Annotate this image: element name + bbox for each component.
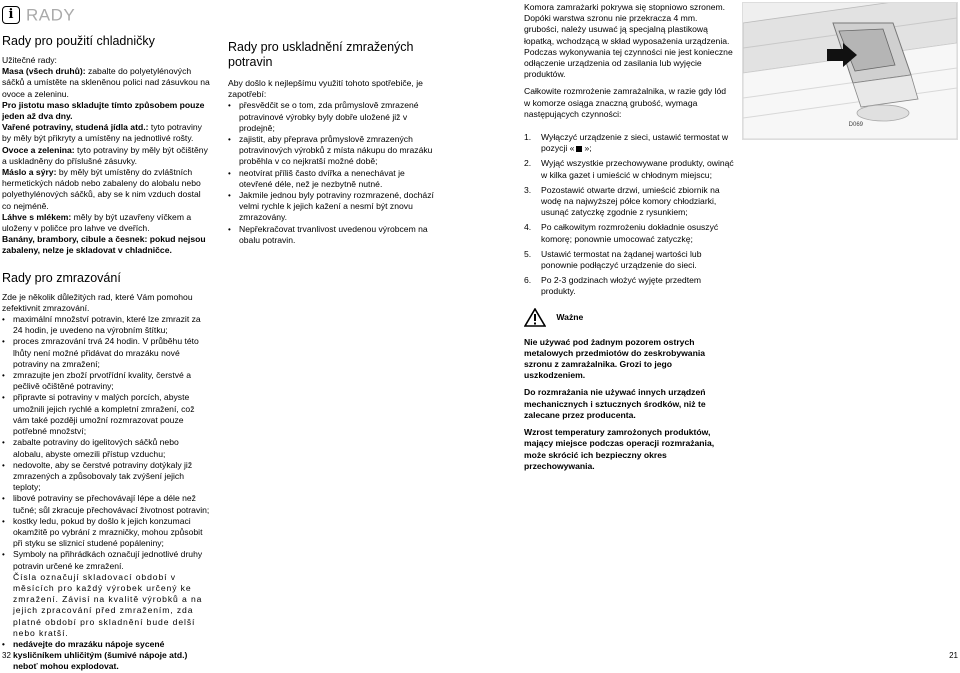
warning-triangle-icon — [524, 308, 546, 327]
page-header — [2, 6, 210, 24]
page-title: RADY — [26, 5, 76, 25]
list-item: 5. Ustawić termostat na żądanej wartości lub ponownie podłączyć urządzenie do sieci. — [524, 248, 702, 271]
thermostat-off-symbol-icon — [576, 146, 582, 152]
tip-paragraph: Vařené potraviny, studená jídla atd.: tyto potraviny by měly být přikryty a umístěny na jednotlivé rošty. — [2, 122, 202, 144]
warning-paragraph: Do rozmrażania nie używać innych urządzeń mechanicznych i sztucznych środków, niż te zalecane przez producenta. — [524, 387, 706, 420]
list-item: 2. Wyjąć wszystkie przechowywane produkty, owinąć w kilka gazet i umieścić w chłodnym miejscu; — [524, 158, 734, 180]
tip-paragraph: Láhve s mlékem: měly by být uzavřeny víčkem a uloženy v poličce pro lahve ve dveřích. — [2, 211, 192, 234]
defrost-steps — [524, 132, 734, 298]
list-item: 4. Po całkowitym rozmrożeniu dokładnie osuszyć komorę; ponownie umocować zatyczkę; — [524, 222, 719, 244]
tip-paragraph: Máslo a sýry: by měly být umístěny do zvláštních hermetických nádob nebo zabaleny do alobalu nebo polyethylénových sáčků, aby se k nim vzduch dostal co nejméně. — [2, 167, 201, 211]
column-left — [2, 6, 210, 673]
defrost-plug-illustration — [742, 2, 958, 140]
freezing-tips-heading: Rady pro zmrazování — [2, 270, 121, 285]
list-item: 1. Wyłączyć urządzenie z sieci, ustawić termostat w pozycji « »; — [524, 132, 729, 154]
warning-paragraph: Wzrost temperatury zamrożonych produktów, mający miejsce podczas operacji rozmrażania, może skrócić ich bezpieczny okres przechowywania. — [524, 427, 715, 471]
warning-header — [524, 308, 734, 327]
list-item: • maximální množství potravin, které lze zmrazit za 24 hodin, je uvedeno na výrobním štítku; — [2, 314, 210, 336]
page-number-left: 32 — [2, 651, 11, 660]
warning-label: Ważne — [556, 311, 584, 322]
info-icon: i — [2, 6, 20, 24]
list-item: • připravte si potraviny v malých porcích, abyste umožnili jejich rychlé a kompletní zmražení, což vám také později umožní rozmrazovat pouze potřebné množství; — [2, 392, 210, 437]
freezing-tips-intro: Zde je několik důležitých rad, které Vám pomohou zefektivnit zmrazování. — [2, 291, 193, 313]
column-middle — [228, 38, 434, 246]
frozen-storage-intro: Aby došlo k nejlepšímu využití tohoto spotřebiče, je zapotřebí: — [228, 78, 423, 100]
fridge-tips-heading: Rady pro použití chladničky — [2, 34, 155, 48]
column-right — [524, 2, 734, 472]
tip-paragraph: Banány, brambory, cibule a česnek: pokud nejsou zabaleny, nelze je skladovat v chladničce. — [2, 234, 206, 256]
list-item: • zmrazujte jen zboží prvotřídní kvality, čerstvé a pečlivě očištěné potraviny; — [2, 370, 210, 392]
list-item: • zajistit, aby přeprava průmyslově zmrazených potravinových výrobků z místa nákupu do mrazáku proběhla v co nejkratší možné době; — [228, 134, 434, 168]
defrost-intro: Komora zamrażarki pokrywa się stopniowo szronem. Dopóki warstwa szronu nie przekracza 4 mm. grubości, należy usuwać ją specjalną plastikową łopatką, wchodzącą w skład wyposażenia urządzenia. Podczas wykonywania tej czynności nie jest konieczne odłączenie urządzenia od zasilania lub wyjęcie produktów. — [524, 2, 733, 80]
page-number-right: 21 — [949, 651, 958, 660]
warning-paragraph: Nie używać pod żadnym pozorem ostrych metalowych przedmiotów do zeskrobywania szronu z zamrażalnika. Grozi to jego uszkodzeniem. — [524, 336, 705, 381]
list-item: • libové potraviny se přechovávají lépe a déle než tučné; sůl zkracuje přechovávací životnost potravin; — [2, 493, 210, 515]
frozen-storage-heading: Rady pro uskladnění zmražených potravin — [228, 40, 414, 69]
tip-paragraph: Ovoce a zelenina: tyto potraviny by měly být očištěny a uskladněny do příslušné zásuvky. — [2, 144, 208, 166]
list-item: 3. Pozostawić otwarte drzwi, umieścić zbiornik na wodę na najwyższej półce komory chłodziarki, usunąć zatyczkę zgodnie z rysunkiem; — [524, 184, 720, 218]
tip-paragraph: Masa (všech druhů): zabalte do polyetylénových sáčků a umístěte na skleněnou polici nad zásuvkou na ovoce a zeleninu. — [2, 66, 210, 99]
storage-period-note: Čísla označují skladovací období v měsících pro každý výrobek určený ke zmražení. Závisí na kvalitě výrobků a na jejich zpracování před zmražením, zda platné období pro skladnění bude delší nebo kratší. — [13, 571, 203, 638]
list-item: • neotvírat příliš často dvířka a nenechávat je otevřené déle, než je nezbytně nutné. — [228, 168, 434, 190]
list-item: 6. Po 2-3 godzinach włożyć wyjęte przedtem produkty. — [524, 275, 702, 297]
frozen-storage-list — [228, 100, 434, 246]
list-item: • nedovolte, aby se čerstvé potraviny dotýkaly již zmrazených a způsobovaly tak zvýšení jejich teploty; — [2, 460, 210, 494]
freezing-tips-list — [2, 314, 210, 572]
freezer-plug-drawing — [743, 3, 957, 139]
fridge-tips-intro: Užitečné rady: — [2, 55, 57, 65]
freezing-warning-list — [2, 639, 210, 673]
list-item: • Nepřekračovat trvanlivost uvedenou výrobcem na obalu potravin. — [228, 224, 434, 246]
list-item: • nedávejte do mrazáku nápoje sycené kysličníkem uhličitým (šumivé nápoje atd.) neboť mohou explodovat. — [2, 639, 210, 673]
list-item: • zabalte potraviny do igelitových sáčků nebo alobalu, abyste omezili přístup vzduchu; — [2, 437, 210, 459]
list-item: • proces zmrazování trvá 24 hodin. V průběhu této lhůty není možné přidávat do mrazáku nové potraviny na zmražení; — [2, 336, 210, 370]
list-item: • Jakmile jednou byly potraviny rozmrazené, dochází velmi rychle k jejich kažení a nesmí být znovu zmrazovány. — [228, 190, 434, 224]
list-item: • Symboly na přihrádkách označují jednotlivé druhy potravin určené ke zmražení. — [2, 549, 210, 571]
tip-paragraph: Pro jistotu maso skladujte tímto způsobem pouze jeden až dva dny. — [2, 99, 205, 122]
defrost-full-intro: Całkowite rozmrożenie zamrażalnika, w razie gdy lód w komorze osiąga znaczną grubość, wymaga następujących czynności: — [524, 86, 727, 119]
figure-code: D069 — [848, 122, 863, 128]
list-item: • kostky ledu, pokud by došlo k jejich konzumaci okamžitě po vybrání z mrazničky, mohou způsobit při styku se sliznicí studené popáleniny; — [2, 516, 210, 550]
list-item: • přesvědčit se o tom, zda průmyslově zmrazené potravinové výrobky byly dobře uložené již v prodejně; — [228, 100, 434, 134]
